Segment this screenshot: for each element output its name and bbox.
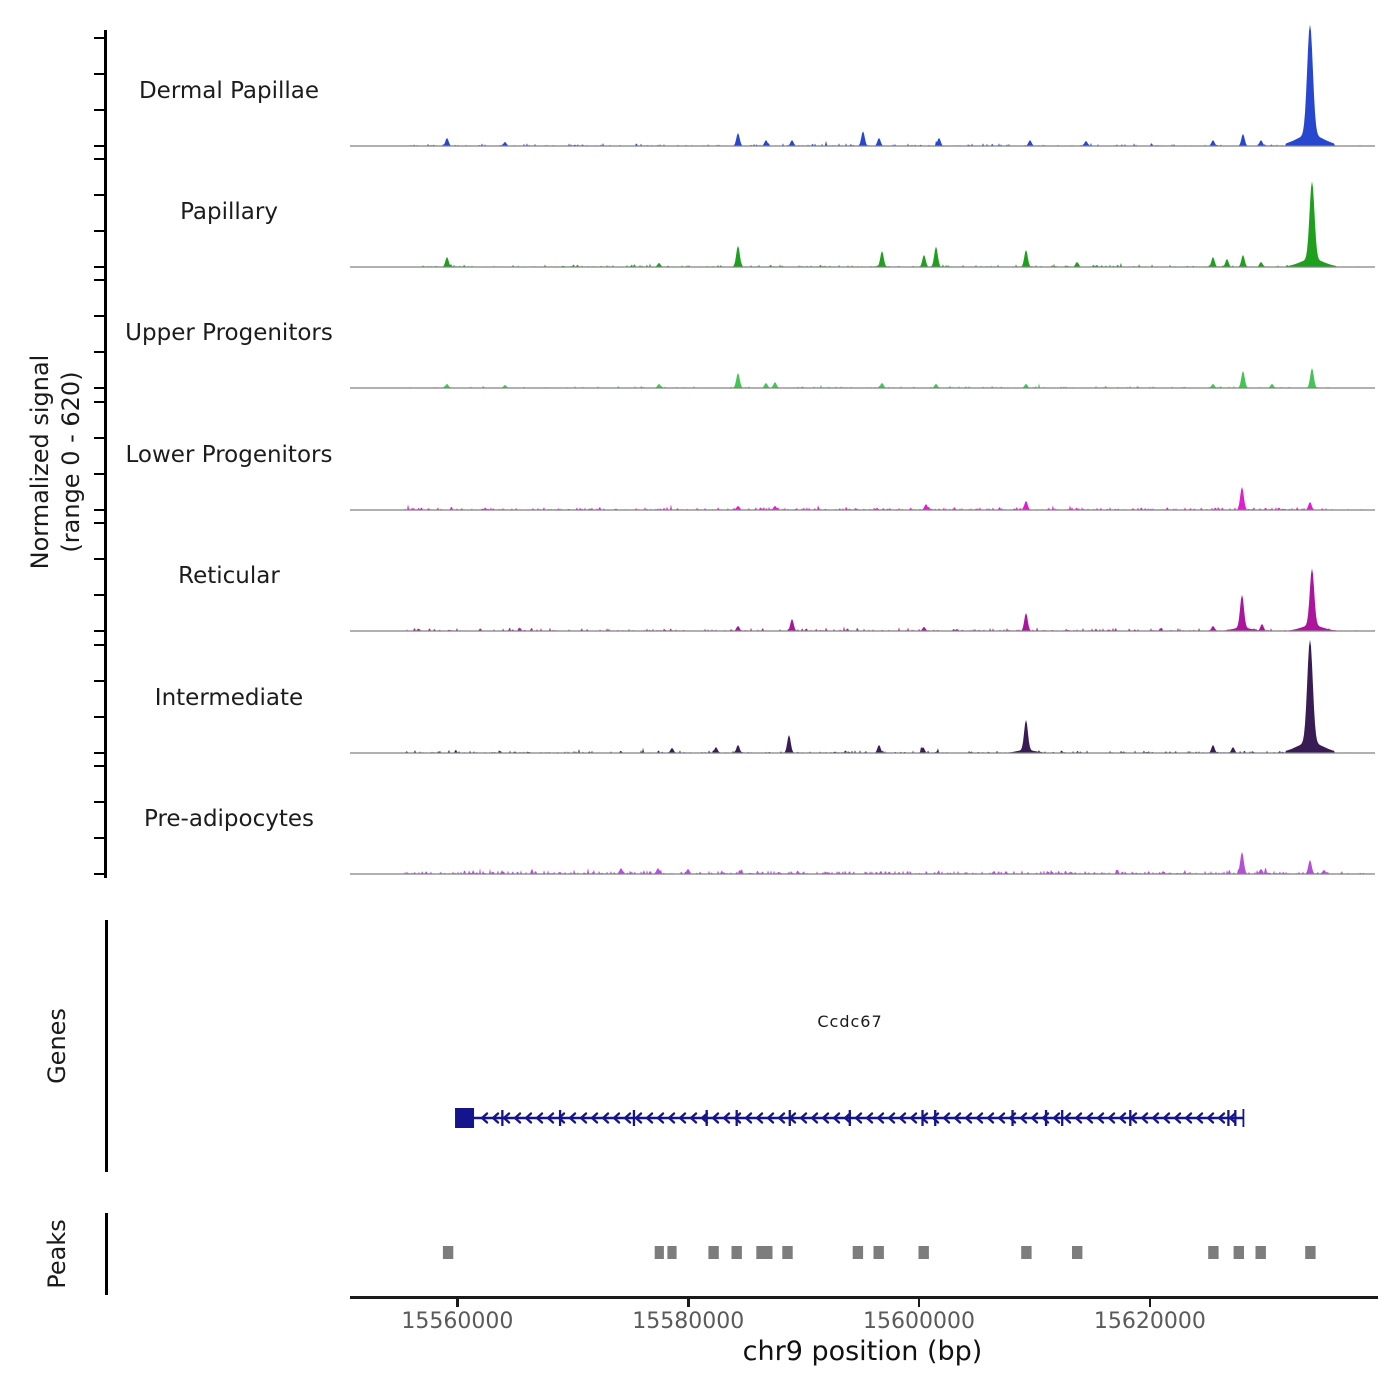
signal-track-dermal-papillae: [350, 30, 1376, 148]
track-label-lower-progenitors: Lower Progenitors: [125, 442, 333, 468]
x-axis-tick: [456, 1298, 459, 1307]
peak-region-marker: [655, 1246, 664, 1259]
y-axis-tick: [94, 522, 104, 524]
y-axis-tick: [94, 37, 104, 39]
peak-region-marker: [732, 1246, 742, 1259]
signal-area: [350, 181, 1375, 267]
x-axis-tick-label: 15560000: [401, 1309, 514, 1334]
signal-track-lower-progenitors: [350, 394, 1376, 512]
gene-model: [350, 1090, 1376, 1140]
signal-area: [350, 640, 1375, 753]
y-axis-tick: [94, 401, 104, 403]
y-axis-tick: [94, 765, 104, 767]
signal-area: [350, 568, 1375, 631]
peak-region-marker: [919, 1246, 929, 1259]
peak-region-marker: [443, 1246, 453, 1259]
peak-region-marker: [1021, 1246, 1031, 1259]
peak-region-marker: [874, 1246, 884, 1259]
peak-region-marker: [853, 1246, 863, 1259]
y-axis-tick: [94, 437, 104, 439]
y-axis-tick: [94, 145, 104, 147]
peak-regions: [350, 1244, 1376, 1262]
signal-track-upper-progenitors: [350, 272, 1376, 390]
x-axis-line: [350, 1296, 1378, 1299]
track-label-upper-progenitors: Upper Progenitors: [125, 320, 333, 346]
peaks-axis-line: [105, 1213, 108, 1295]
x-axis-tick-label: 15620000: [1093, 1309, 1206, 1334]
signal-y-axis-label-line1: Normalized signal: [25, 354, 54, 570]
y-axis-tick: [94, 801, 104, 803]
gene-start-box: [455, 1108, 474, 1128]
peak-region-marker: [667, 1246, 676, 1259]
signal-y-axis-label: [25, 355, 87, 570]
signal-area: [350, 852, 1375, 874]
track-label-reticular: Reticular: [178, 563, 280, 589]
y-axis-tick: [94, 594, 104, 596]
x-axis-tick: [918, 1298, 921, 1307]
peak-region-marker: [1208, 1246, 1218, 1259]
x-axis-tick: [687, 1298, 690, 1307]
y-axis-tick: [94, 315, 104, 317]
genes-axis-line: [105, 920, 108, 1172]
peak-region-marker: [1234, 1246, 1244, 1259]
y-axis-tick: [94, 194, 104, 196]
signal-track-papillary: [350, 151, 1376, 269]
peak-region-marker: [1305, 1246, 1315, 1259]
signal-area: [350, 487, 1375, 510]
peak-region-marker: [782, 1246, 792, 1259]
y-axis-tick: [94, 558, 104, 560]
y-axis-tick: [94, 837, 104, 839]
track-label-intermediate: Intermediate: [154, 685, 304, 711]
peak-region-marker: [1072, 1246, 1082, 1259]
x-axis-tick: [1149, 1298, 1152, 1307]
y-axis-tick: [94, 752, 104, 754]
peak-region-marker: [1256, 1246, 1266, 1259]
track-label-pre-adipocytes: Pre-adipocytes: [143, 806, 315, 832]
y-axis-tick: [94, 473, 104, 475]
x-axis-tick-label: 15600000: [863, 1309, 976, 1334]
y-axis-tick: [94, 630, 104, 632]
y-axis-tick: [94, 680, 104, 682]
signal-y-axis-label-line2: (range 0 - 620): [57, 371, 85, 553]
genes-section-label: Genes: [43, 1008, 71, 1084]
signal-track-reticular: [350, 515, 1376, 633]
peaks-section-label: Peaks: [43, 1219, 71, 1289]
signal-track-pre-adipocytes: [350, 758, 1376, 876]
y-axis-tick: [94, 109, 104, 111]
gene-name-label: Ccdc67: [817, 1012, 883, 1031]
track-label-papillary: Papillary: [180, 199, 278, 225]
signal-area: [350, 25, 1375, 146]
peak-region-marker: [756, 1246, 772, 1259]
y-axis-tick: [94, 158, 104, 160]
y-axis-tick: [94, 644, 104, 646]
signal-track-intermediate: [350, 637, 1376, 755]
y-axis-tick: [94, 509, 104, 511]
y-axis-tick: [94, 230, 104, 232]
peak-region-marker: [708, 1246, 718, 1259]
x-axis-title: chr9 position (bp): [742, 1336, 983, 1367]
signal-area: [350, 368, 1375, 388]
track-label-dermal-papillae: Dermal Papillae: [138, 78, 320, 104]
y-axis-tick: [94, 716, 104, 718]
y-axis-tick: [94, 873, 104, 875]
y-axis-tick: [94, 351, 104, 353]
y-axis-tick: [94, 73, 104, 75]
y-axis-tick: [94, 266, 104, 268]
y-axis-tick: [94, 387, 104, 389]
x-axis-tick-label: 15580000: [632, 1309, 745, 1334]
signal-y-axis-line: [104, 30, 107, 878]
y-axis-tick: [94, 279, 104, 281]
